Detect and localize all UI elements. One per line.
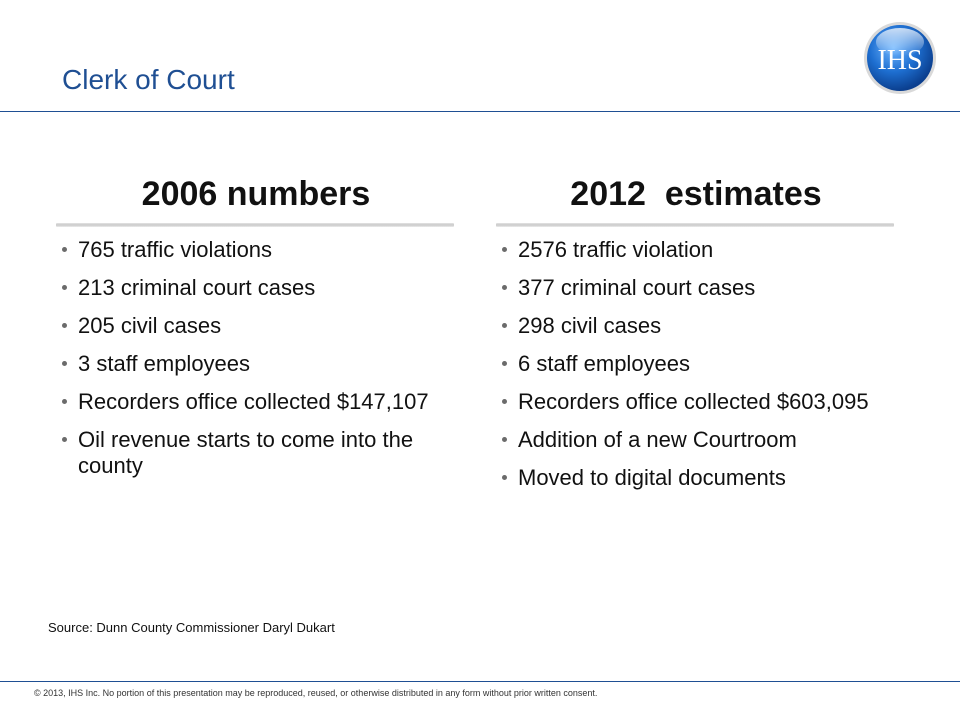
bullet-dot-icon [62, 437, 67, 442]
list-item: 765 traffic violations [56, 237, 456, 263]
bullet-dot-icon [502, 285, 507, 290]
list-item: 205 civil cases [56, 313, 456, 339]
bullet-list-2006 [56, 237, 456, 479]
list-item: 377 criminal court cases [496, 275, 896, 301]
bullet-dot-icon [502, 361, 507, 366]
bullet-list-2012 [496, 237, 896, 491]
list-item: Recorders office collected $603,095 [496, 389, 896, 415]
heading-divider-2006 [56, 223, 454, 227]
column-heading-2006: 2006 numbers [141, 175, 371, 213]
list-item: Addition of a new Courtroom [496, 427, 896, 453]
column-2012 [496, 176, 896, 503]
bullet-dot-icon [502, 437, 507, 442]
list-item: 3 staff employees [56, 351, 456, 377]
list-item: 6 staff employees [496, 351, 896, 377]
column-2006 [56, 176, 456, 491]
bullet-dot-icon [502, 399, 507, 404]
bullet-dot-icon [62, 361, 67, 366]
bullet-dot-icon [62, 285, 67, 290]
list-item: 2576 traffic violation [496, 237, 896, 263]
slide-title: Clerk of Court [62, 64, 235, 95]
title-divider [0, 111, 960, 112]
footer-divider [0, 681, 960, 682]
bullet-dot-icon [502, 475, 507, 480]
heading-divider-2012 [496, 223, 894, 227]
list-item: Oil revenue starts to come into the county [56, 427, 456, 479]
source-note: Source: Dunn County Commissioner Daryl Dukart [48, 620, 335, 635]
logo-text: IHS [877, 45, 923, 76]
bullet-dot-icon [502, 323, 507, 328]
ihs-logo-icon [862, 20, 938, 96]
list-item: Recorders office collected $147,107 [56, 389, 456, 415]
bullet-dot-icon [62, 399, 67, 404]
bullet-dot-icon [62, 323, 67, 328]
list-item: 213 criminal court cases [56, 275, 456, 301]
column-heading-2012: 2012 estimates [570, 175, 822, 213]
list-item: 298 civil cases [496, 313, 896, 339]
copyright-notice: © 2013, IHS Inc. No portion of this presentation may be reproduced, reused, or otherwise distributed in any form without prior written consent. [34, 688, 598, 698]
bullet-dot-icon [502, 247, 507, 252]
bullet-dot-icon [62, 247, 67, 252]
list-item: Moved to digital documents [496, 465, 896, 491]
